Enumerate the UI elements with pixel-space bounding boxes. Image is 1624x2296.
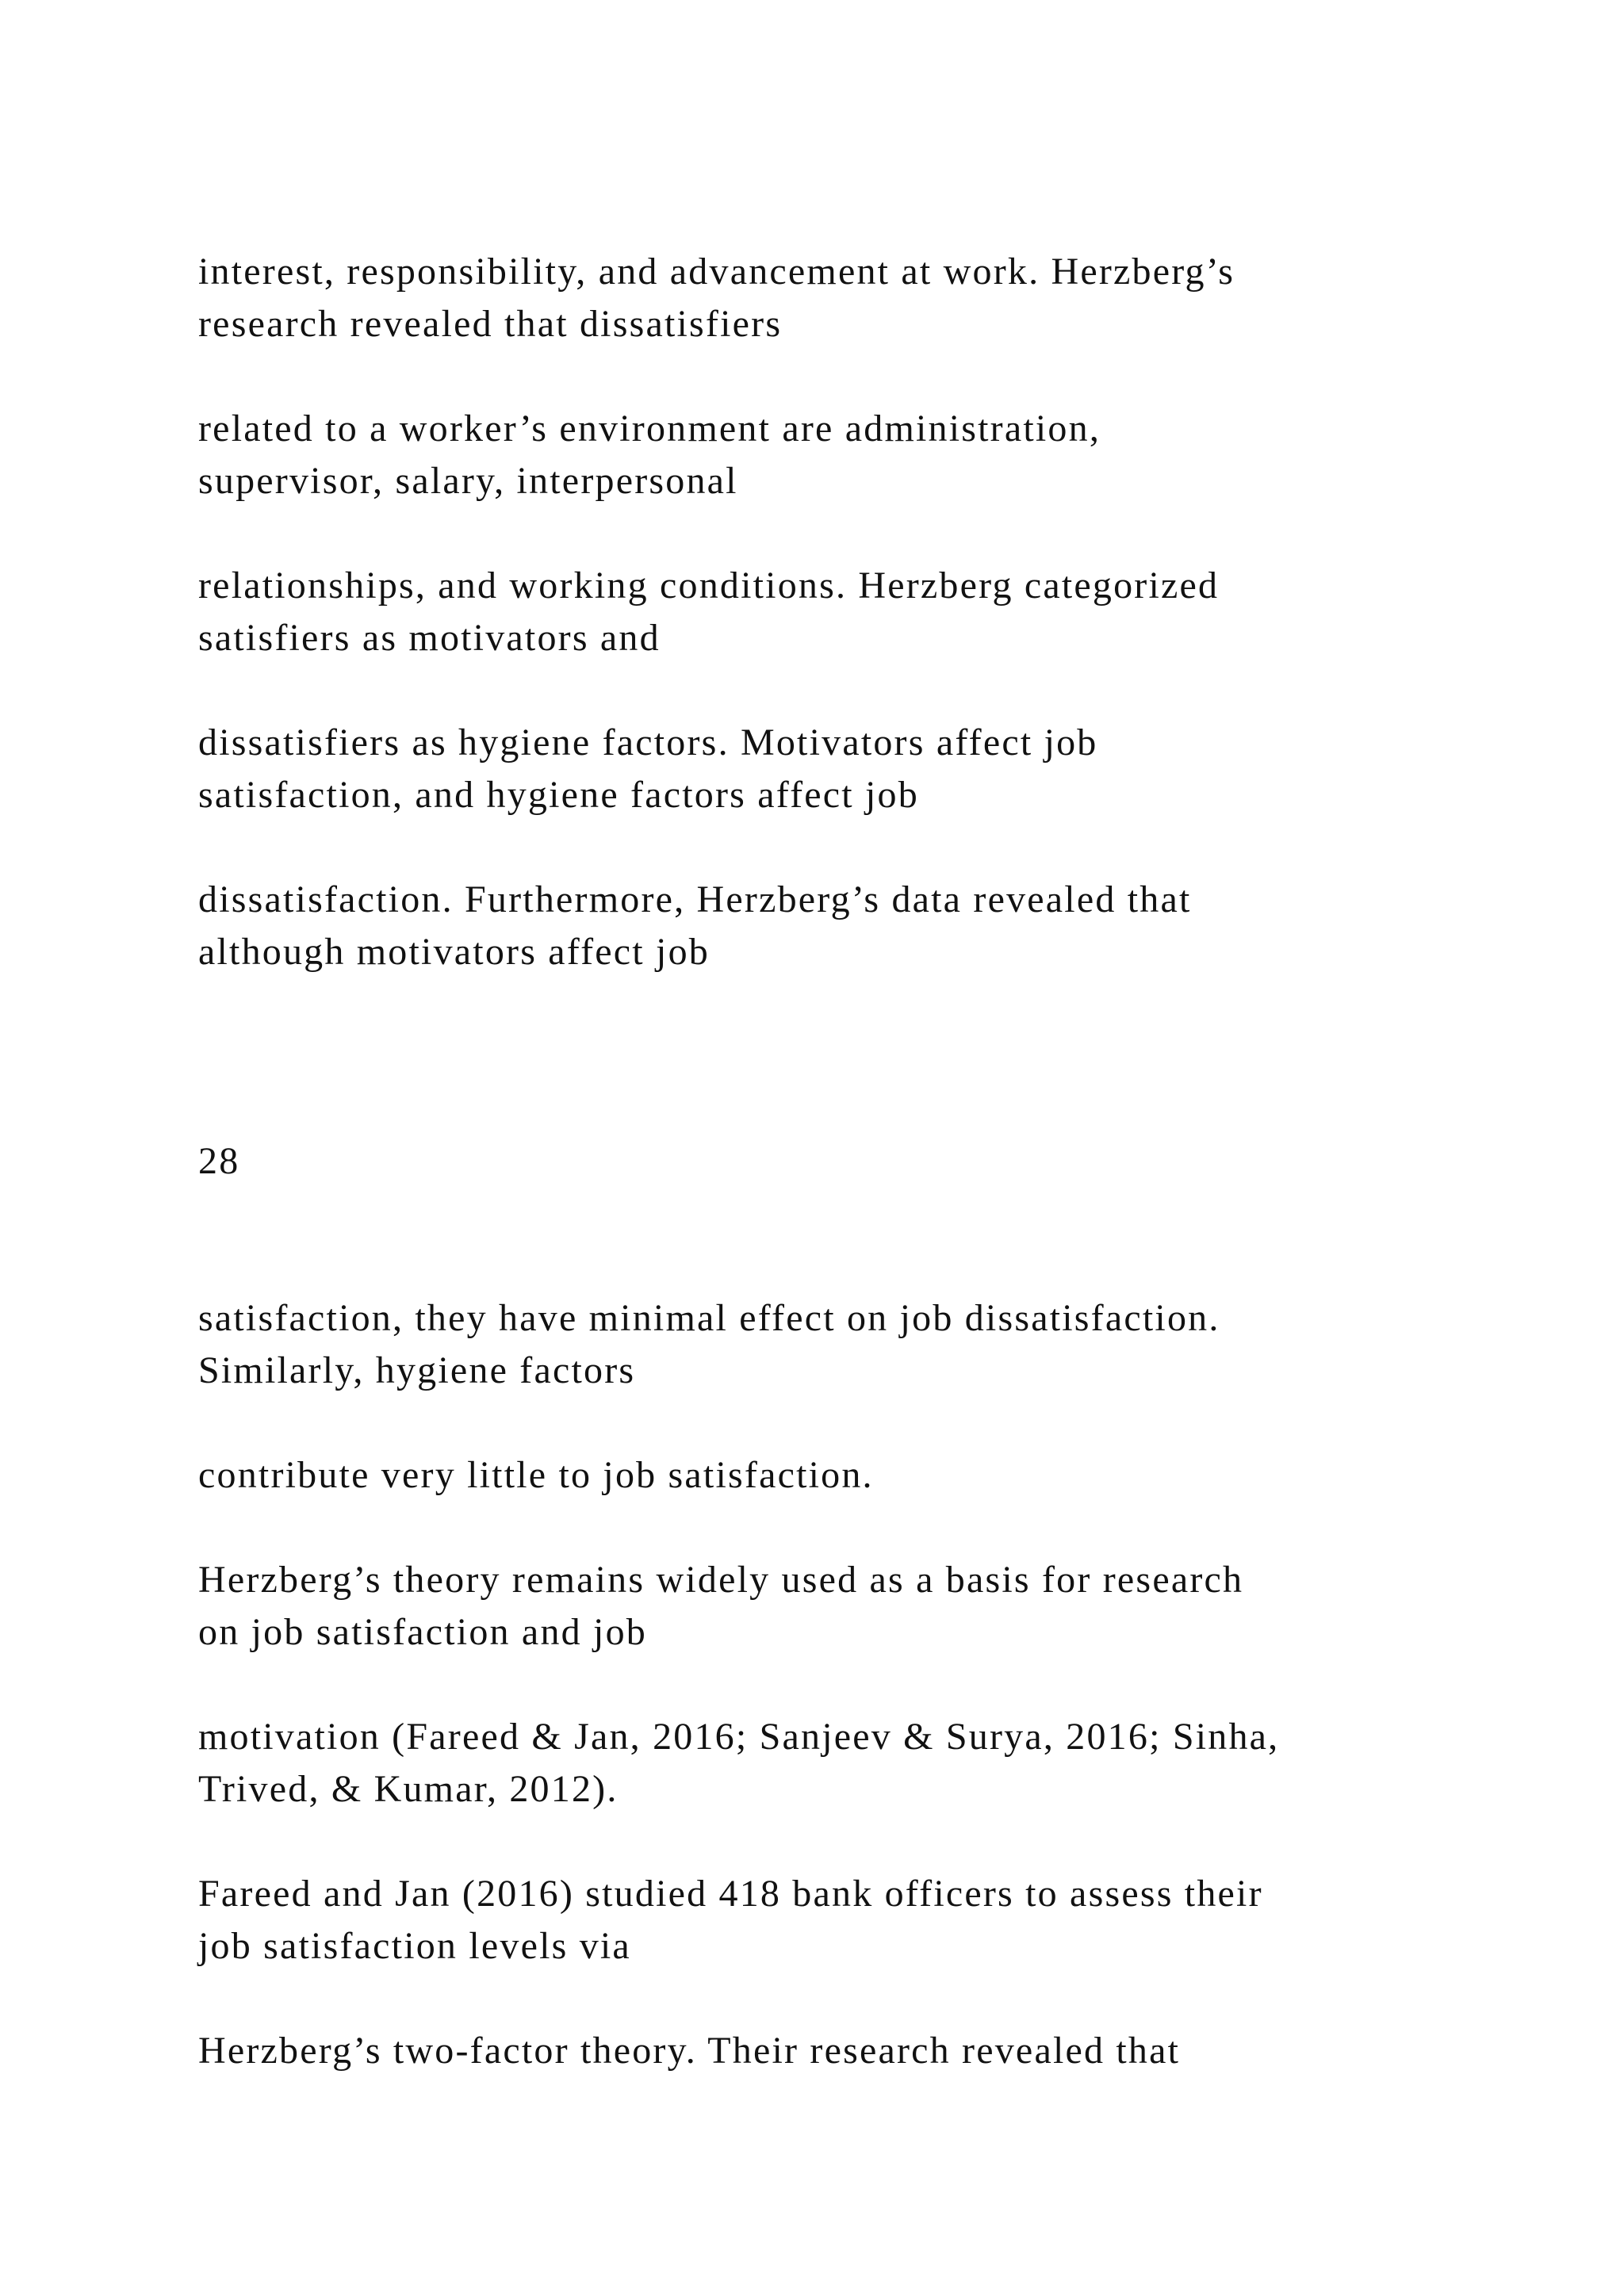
- text-line: satisfaction, they have minimal effect on job dissatisfaction.: [198, 1297, 1220, 1339]
- text-line: interest, responsibility, and advancement at work. Herzberg’s: [198, 251, 1235, 293]
- text-line: research revealed that dissatisfiers: [198, 303, 783, 345]
- text-line: Herzberg’s two-factor theory. Their research revealed that: [198, 2030, 1181, 2072]
- text-line: dissatisfiers as hygiene factors. Motivators affect job: [198, 721, 1098, 763]
- text-line: on job satisfaction and job: [198, 1611, 647, 1653]
- text-line: supervisor, salary, interpersonal: [198, 460, 738, 502]
- text-line: although motivators affect job: [198, 931, 710, 973]
- text-line: satisfiers as motivators and: [198, 617, 661, 659]
- text-line: satisfaction, and hygiene factors affect job: [198, 774, 919, 816]
- text-line: job satisfaction levels via: [198, 1925, 631, 1967]
- text-line: Herzberg’s theory remains widely used as a basis for research: [198, 1559, 1244, 1601]
- text-line: motivation (Fareed & Jan, 2016; Sanjeev & Surya, 2016; Sinha,: [198, 1716, 1280, 1758]
- text-line: Similarly, hygiene factors: [198, 1349, 636, 1391]
- text-line: relationships, and working conditions. Herzberg categorized: [198, 564, 1220, 607]
- text-line: Fareed and Jan (2016) studied 418 bank officers to assess their: [198, 1873, 1263, 1915]
- text-line: related to a worker’s environment are administration,: [198, 408, 1101, 450]
- text-line: contribute very little to job satisfaction.: [198, 1454, 874, 1496]
- page-number: 28: [198, 1140, 240, 1182]
- text-line: Trived, & Kumar, 2012).: [198, 1768, 619, 1810]
- text-line: dissatisfaction. Furthermore, Herzberg’s data revealed that: [198, 878, 1192, 920]
